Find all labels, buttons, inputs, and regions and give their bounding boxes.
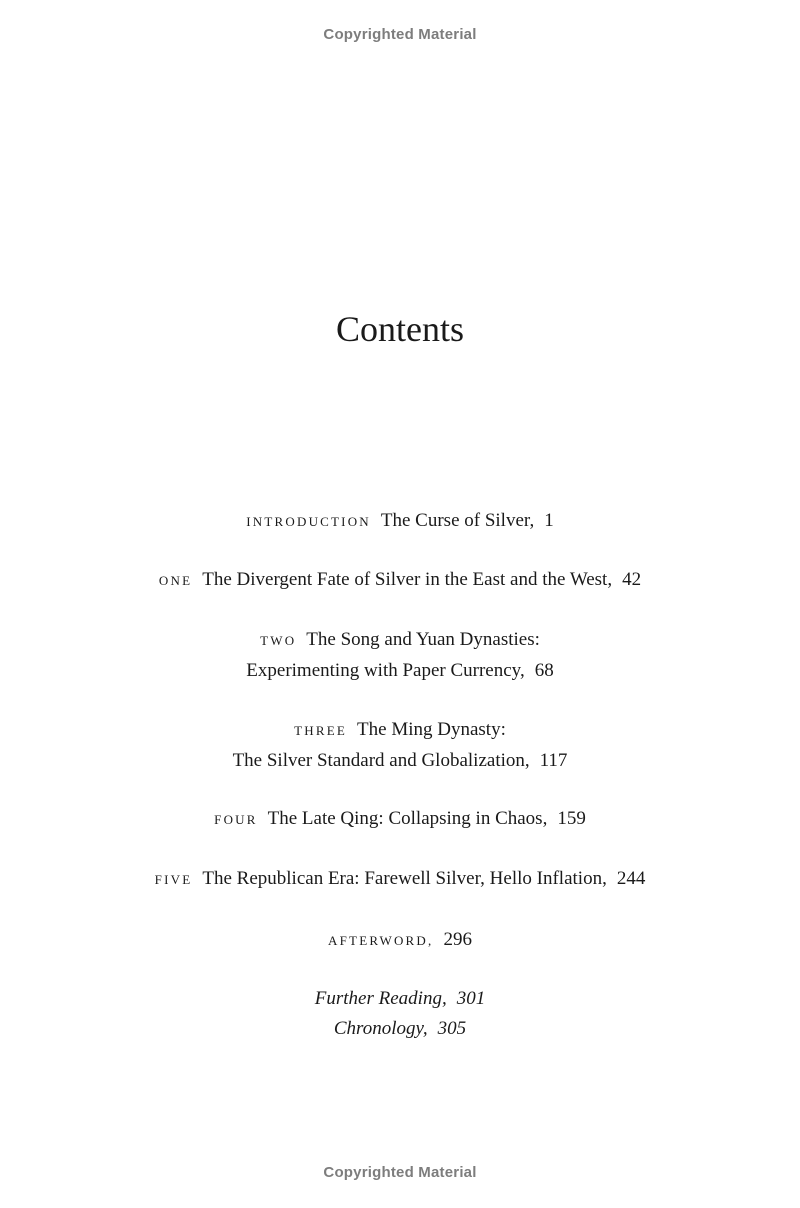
page-title: Contents xyxy=(335,309,464,349)
copyright-watermark-top: Copyrighted Material xyxy=(323,26,477,43)
toc-entry-introduction xyxy=(0,506,800,537)
chapter-title: The Curse of Silver, xyxy=(380,510,535,531)
page-number: 1 xyxy=(544,510,554,531)
toc-entry-two xyxy=(0,625,800,686)
page-number: 296 xyxy=(443,929,472,950)
back-matter-title: Further Reading, xyxy=(314,988,447,1009)
toc-back-matter xyxy=(0,984,800,1044)
chapter-title: The Divergent Fate of Silver in the East and the West, xyxy=(202,569,613,590)
chapter-title-line2: The Silver Standard and Globalization, xyxy=(232,750,530,771)
back-matter-title: Chronology, xyxy=(333,1018,428,1039)
chapter-title: The Republican Era: Farewell Silver, Hello Inflation, xyxy=(202,868,607,889)
toc-entry-five xyxy=(0,864,800,895)
chapter-label: AFTERWORD, xyxy=(328,933,434,948)
chapter-title-line1: The Song and Yuan Dynasties: xyxy=(306,629,540,650)
chapter-label: ONE xyxy=(158,573,193,588)
toc-entry-further-reading xyxy=(0,984,800,1014)
chapter-title-line1: The Ming Dynasty: xyxy=(357,719,506,740)
chapter-title: The Late Qing: Collapsing in Chaos, xyxy=(267,808,548,829)
page-number: 68 xyxy=(534,660,554,681)
copyright-watermark-bottom: Copyrighted Material xyxy=(323,1164,477,1181)
page-number: 159 xyxy=(557,808,586,829)
page-number: 42 xyxy=(622,569,642,590)
chapter-title-line2: Experimenting with Paper Currency, xyxy=(246,660,525,681)
chapter-label: THREE xyxy=(294,723,348,738)
page-number: 117 xyxy=(539,750,568,771)
toc-entry-one xyxy=(0,565,800,596)
chapter-label: FOUR xyxy=(214,812,258,827)
chapter-label: FIVE xyxy=(154,872,193,887)
chapter-label: TWO xyxy=(260,633,297,648)
toc-entry-afterword xyxy=(0,925,800,956)
page-number: 305 xyxy=(437,1018,467,1039)
page-number: 301 xyxy=(456,988,486,1009)
toc-entry-three xyxy=(0,715,800,776)
chapter-label: INTRODUCTION xyxy=(246,514,371,529)
toc-entry-chronology xyxy=(0,1014,800,1044)
page-number: 244 xyxy=(616,868,646,889)
toc-entry-four xyxy=(0,804,800,835)
